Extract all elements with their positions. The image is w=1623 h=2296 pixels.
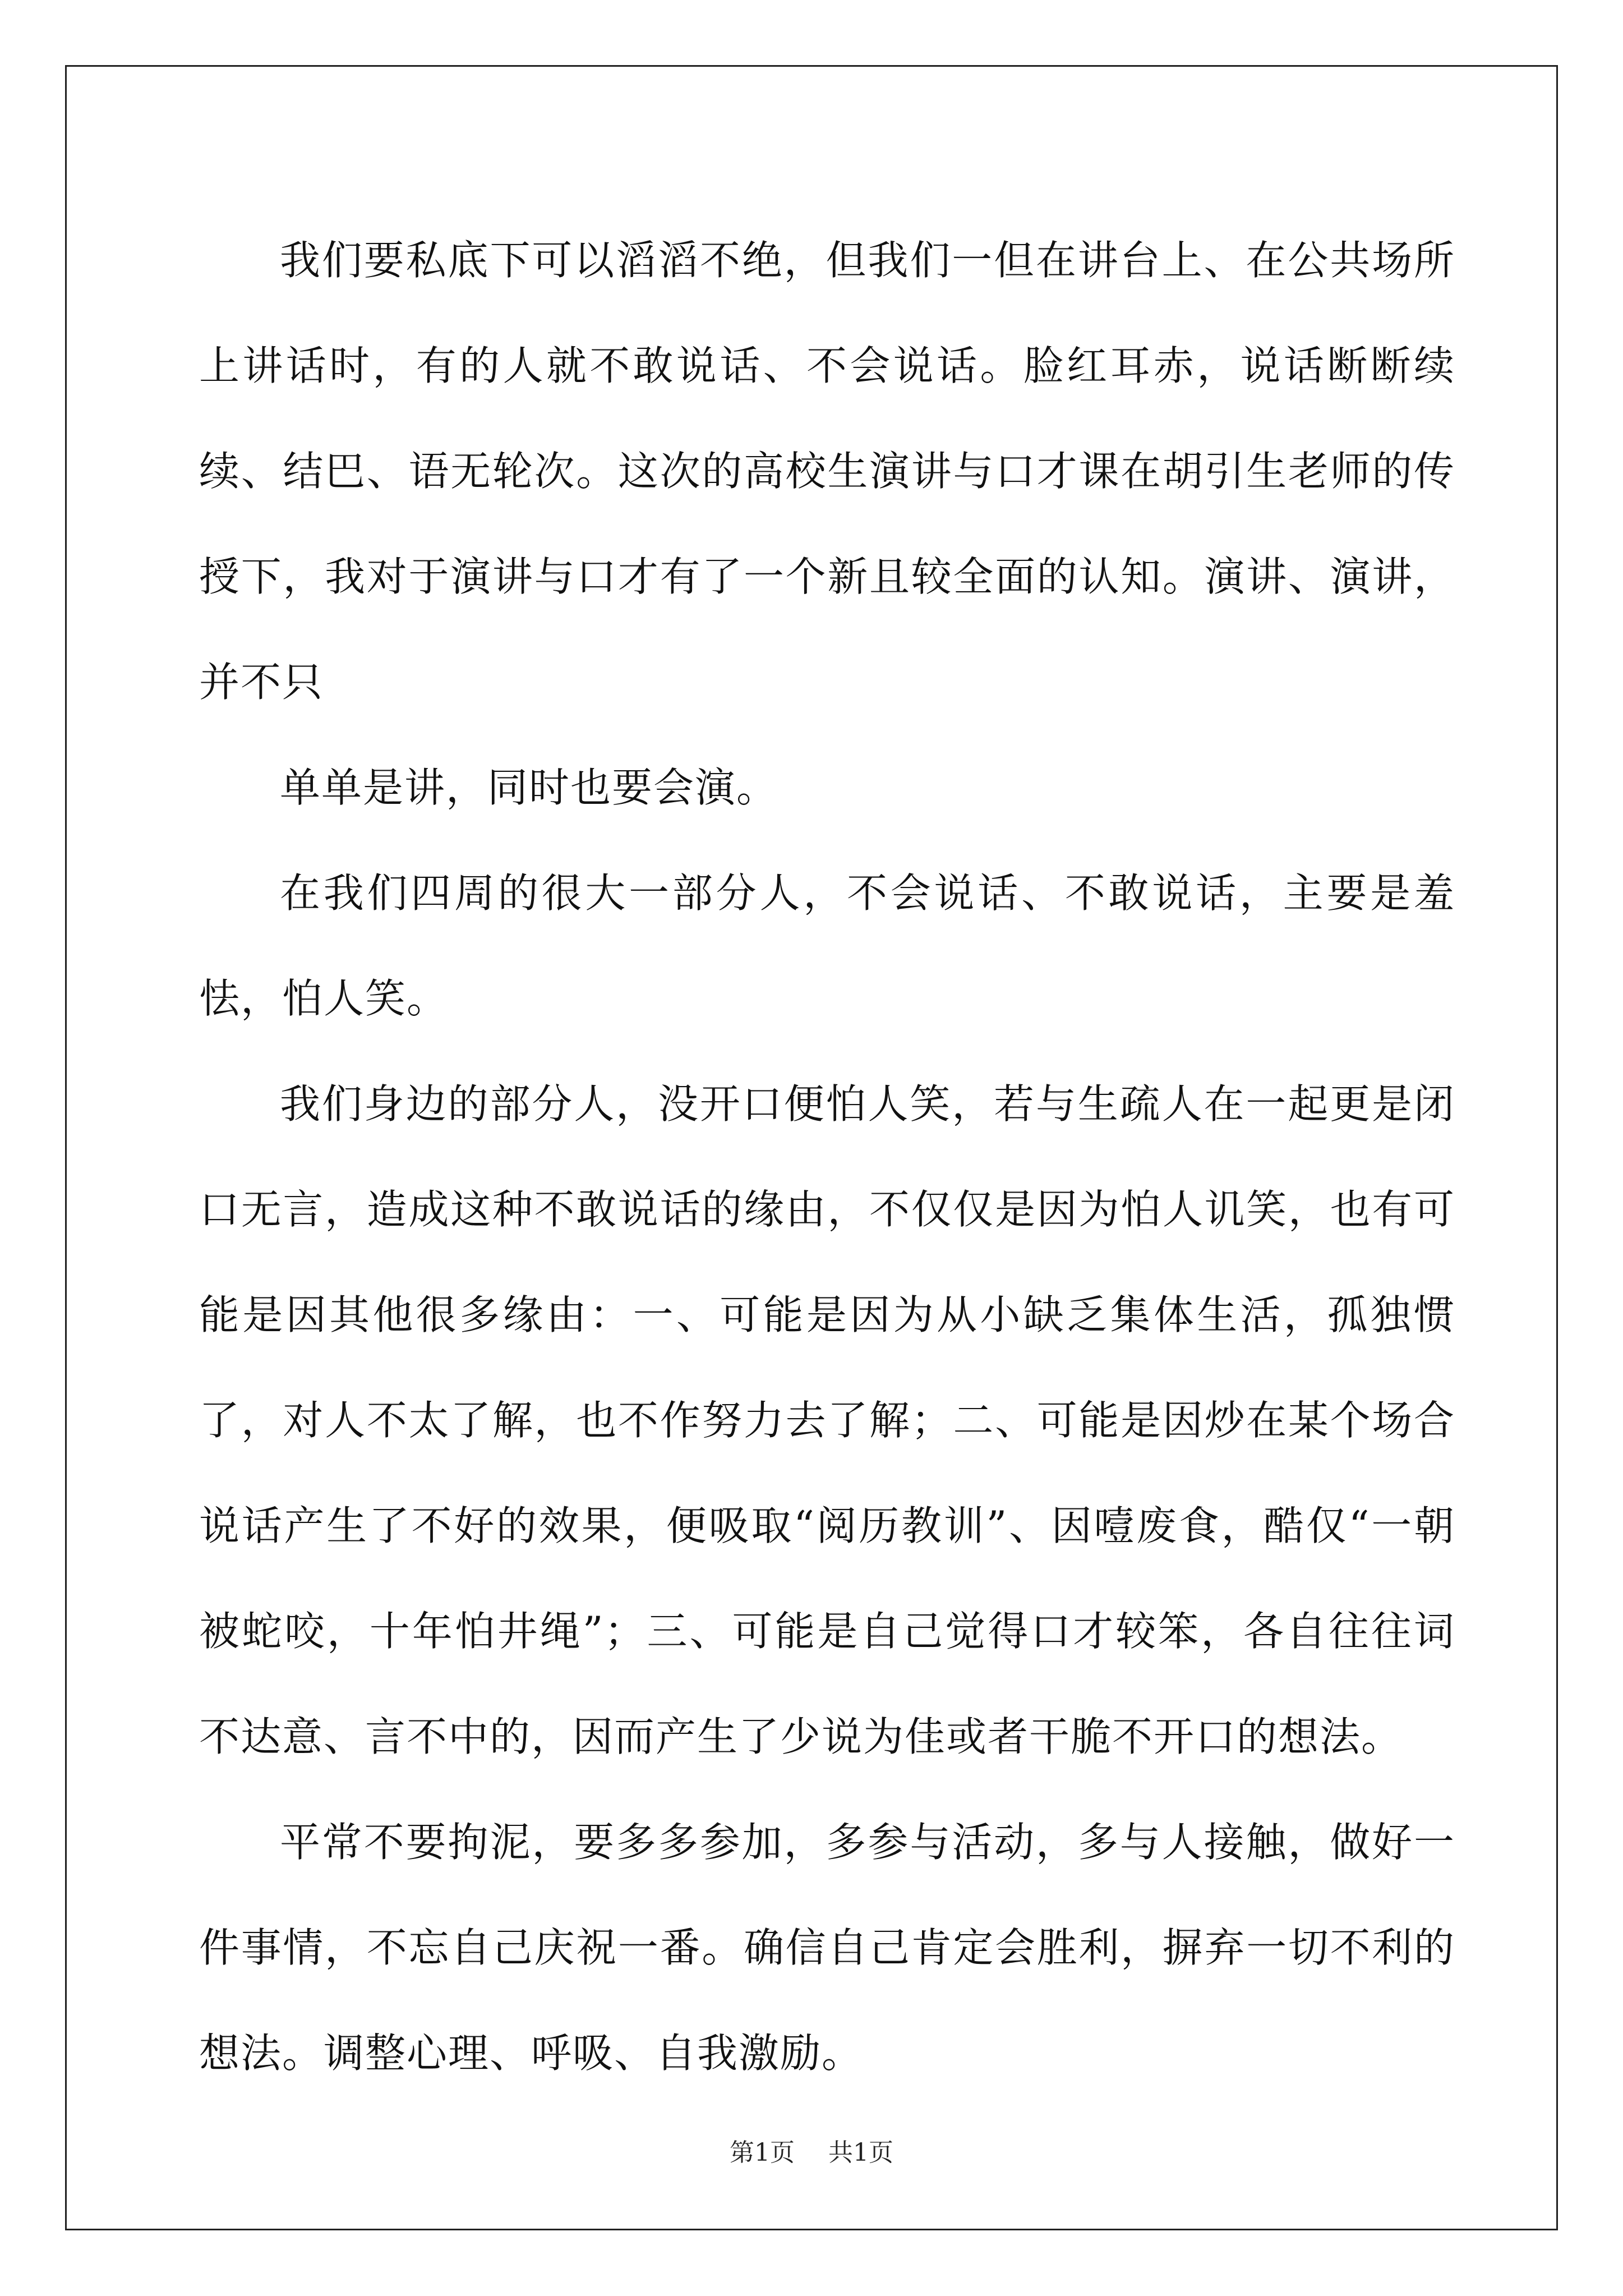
page-footer (0, 2136, 1623, 2170)
paragraph-3: 在我们四周的很大一部分人，不会说话、不敢说话，主要是羞怯，怕人笑。 (199, 869, 1455, 1022)
document-body (199, 208, 1455, 2106)
paragraph-2: 单单是讲，同时也要会演。 (280, 764, 778, 811)
paragraph-1: 我们要私底下可以滔滔不绝，但我们一但在讲台上、在公共场所上讲话时，有的人就不敢说话、不会说话。脸红耳赤，说话断断续续、结巴、语无轮次。这次的高校生演讲与口才课在胡引生老师的传授下，我对于演讲与口才有了一个新且较全面的认知。演讲、演讲，并不只 (199, 237, 1455, 706)
paragraph-4: 我们身边的部分人，没开口便怕人笑，若与生疏人在一起更是闭口无言，造成这种不敢说话的缘由，不仅仅是因为怕人讥笑，也有可能是因其他很多缘由：一、可能是因为从小缺乏集体生活，孤独惯了，对人不太了解，也不作努力去了解；二、可能是因炒在某个场合说话产生了不好的效果，便吸取“阅历教训”、因噎废食，酷仅“一朝被蛇咬，十年怕井绳”；三、可能是自己觉得口才较笨，各自往往词不达意、言不中的，因而产生了少说为佳或者干脆不开口的想法。 (199, 1080, 1455, 1760)
page-number: 第1页 (730, 2138, 795, 2167)
page-total: 共1页 (828, 2138, 893, 2167)
paragraph-5: 平常不要拘泥，要多多参加，多参与活动，多与人接触，做好一件事情，不忘自己庆祝一番。确信自己肯定会胜利，摒弃一切不利的想法。调整心理、呼吸、自我激励。 (199, 1819, 1455, 2077)
